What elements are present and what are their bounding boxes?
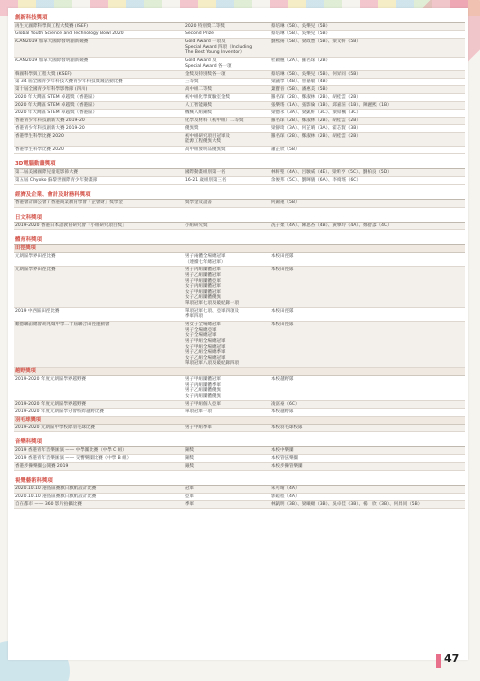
section-title: 日文科獎項 [14,214,465,223]
award-cell [184,118,270,125]
subsection-title: 田徑獎項 [14,245,465,253]
competition-cell: 香港青少年科技創新大賽 2019-20 [15,125,85,131]
competition-cell: iCAN2019 加拿大國際發明創新競賽 [15,58,89,64]
winner-cell: 何錦蓮（5B） [271,200,300,206]
award-cell [184,447,270,454]
competition-cell: 2019 香港青年音樂匯演 —— 中學團比賽（中學 C 組） [15,447,127,453]
table-row [14,102,465,110]
award-cell [184,133,270,145]
award-level-line: 男子丙組團體冠軍 [185,267,221,273]
competition-cell: 2019 香港青年音樂匯演 —— 交響樂團比賽（中學 B 組） [15,455,132,461]
award-cell [184,223,270,230]
table-row [14,147,465,155]
table-row [14,322,465,369]
competition-cell: 香港學生科學比賽 2020 [15,147,64,153]
section-title: 經濟及企業、會計及財務科獎項 [14,191,465,200]
competition-cell: 2020.10.10 港島區賽旗日旗紙設計比賽 [15,486,97,492]
award-level-line: 男子甲組季軍 [185,425,212,431]
award-level-line: Special Award 各一項 [185,63,232,69]
award-cell [184,71,270,78]
award-level-line: 初中組研究項目冠軍及 [185,133,230,139]
award-level-line: 三等獎 [185,79,199,85]
award-level-line: （連續七年總冠軍） [185,259,226,265]
award-level-line: 女子丙組團體優異 [185,393,221,399]
table-row [14,308,465,321]
table-row [14,223,465,231]
winner-cell: 本校管弦樂團 [271,455,298,461]
award-cell [184,86,270,93]
award-cell [184,147,270,154]
winner-cell: 本校中樂團 [271,447,294,453]
table-row [14,39,465,58]
winner-cell: 林軒聖（4A）、呂駿威（4E）、梁昕亨（5C）、劉柏良（5D） [271,169,392,175]
table-row [14,409,465,417]
table-row [14,425,465,433]
table-row [14,494,465,502]
table-row [14,253,465,266]
award-level-line: 初中組化學實驗室金獎 [185,94,230,100]
competition-cell: 香港會計師公會 / 香港商業教育學會「企會財」獎學金 [15,200,123,206]
competition-cell: Global Youth Science and Technology Bowl 2020 [15,31,124,37]
winner-cell: 凌富豪（6C） [271,401,300,407]
winner-cell: 朱可晴（4A） [271,486,300,492]
award-level-line: 銀獎 [185,463,194,469]
table-row [14,401,465,409]
table-row [14,133,465,146]
award-cell [184,169,270,176]
award-level-line: 男子乙組全場總季軍 [185,350,226,356]
winner-cell: 本校田徑隊 [271,254,294,260]
award-level-line: 男女子全場總冠軍 [185,322,221,328]
award-cell [184,463,270,470]
winner-cell: 蕭芷欣（5B） [271,147,300,153]
competition-cell: 元朗區學界田徑比賽 [15,267,56,273]
winner-cell: 蔡培琳（5B）、吳樂兒（5B） [271,23,331,29]
winner-cell: 梁議學（4B）、曾嘉敏（4B） [271,79,331,85]
winner-cell: 本校田徑隊 [271,308,294,314]
award-level-line: 女子乙組團體優異 [185,295,221,301]
competition-cell: 2020.10.10 港島區賽旗日旗紙設計比賽 [15,494,97,500]
award-cell [184,94,270,101]
award-level-line: 單項冠軍八項及破紀錄四項 [185,361,239,367]
competition-cell: 元朗區學界田徑比賽 [15,254,56,260]
award-section [14,438,465,470]
award-section [14,214,465,231]
winner-cell: 本校田徑隊 [271,322,294,328]
award-level-line: 高中組發明品優異獎 [185,147,226,153]
winner-cell: 本校越野隊 [271,377,294,383]
award-level-line: 小組研究獎 [185,223,208,229]
competition-cell: 第二屆美國國際兒童電影節大賽 [15,169,78,175]
award-cell [184,125,270,132]
winner-cell: 梁德永（3A）、梁凱軒（3C）、梁紹楓（3C） [271,110,361,116]
award-level-line: 銅獎 [185,447,194,453]
competition-cell: iCAN2019 加拿大國際發明創新競賽 [15,39,89,45]
award-level-line: 能源工程優異大獎 [185,139,221,145]
award-cell [184,494,270,501]
winner-cell: 羅名琛（2B）、鄭淑林（2B）、胡桂雲（2B） [271,133,361,139]
competition-cell: 2019-2020 年度元朗區學界越野賽 [15,401,86,407]
award-level-line: 男子甲組團體冠軍 [185,377,221,383]
winner-cell: 梁靜琦（3A）、何芷晴（3A）、霍芯賢（3B） [271,125,361,131]
award-level-line: 人工智能銀獎 [185,102,212,108]
award-cell [184,401,270,408]
award-level-line: 女子丙組團體冠軍 [185,284,221,290]
award-level-line: 男子乙組團體優異 [185,388,221,394]
award-level-line: 單項冠軍一項 [185,409,212,415]
award-level-line: Gold Award 及 [185,58,217,64]
winner-cell: 羅名琛（2B）、鄭淑林（2B）、胡桂雲（2B） [271,118,361,124]
award-level-line: 冠軍 [185,486,194,492]
competition-cell: 2019-2020 年度元朗區學分會校際越野比賽 [15,409,104,415]
table-row [14,125,465,133]
award-section [14,191,465,208]
subsection-title: 羽毛球獎項 [14,417,465,425]
winner-cell: 郭鎧程（4A） [271,494,300,500]
table-row [14,376,465,401]
award-level-line: 16-21 歲組別第三名 [185,177,227,183]
award-level-line: 男子乙組團體冠軍 [185,273,221,278]
award-section [14,477,465,509]
award-level-line: 男子甲組個人亞軍 [185,401,221,407]
award-section [14,236,465,432]
award-cell [184,23,270,30]
award-cell [184,409,270,416]
table-row [14,86,465,94]
table-row [14,177,465,185]
award-level-line: 單項冠軍七項、亞軍四項及 [185,308,239,314]
table-row [14,463,465,471]
table-row [14,31,465,39]
section-title: 視覺藝術科獎項 [14,477,465,486]
page-number-marker [436,654,441,668]
awards-card [8,8,468,660]
award-cell [184,425,270,432]
award-level-line: Special Award 四項（Including [185,44,253,50]
awards-content [14,14,465,515]
table-row [14,501,465,509]
award-level-line: 女子甲組團體冠軍 [185,289,221,295]
page-number: 47 [444,652,460,665]
award-level-line: 男子甲組團體亞軍 [185,278,221,284]
award-cell [184,486,270,493]
award-cell [184,177,270,184]
table-row [14,58,465,71]
award-cell [184,110,270,117]
award-level-line: 女子甲組全場總冠軍 [185,344,226,350]
competition-cell: 自在都市 —— 360 影片拍攝比賽 [15,501,82,507]
winner-cell: 蔡培琳（5B）、吳樂兒（5B） [271,31,331,37]
winner-cell: 杜穎翹（2A）、羅名琛（2B） [271,58,331,64]
competition-cell: 第 34 屆全國青少年科技大賽青少年科技實踐活動比賽 [15,79,123,85]
table-row [14,447,465,455]
competition-cell: 2020 年大灣區 STEM 卓越獎（香港區） [15,94,98,100]
table-row [14,486,465,494]
winner-cell: 余俊邦（5C）、劉暉儀（6A）、李綺瑤（6C） [271,177,361,183]
award-cell [184,455,270,462]
award-level-line: 單項冠軍七項及破紀錄一項 [185,300,239,306]
award-section [14,14,465,154]
competition-cell: 順德聯誼總會胡兆熾中學二十屆聯合田徑運動會 [15,322,110,328]
winner-cell: 本校田徑隊 [271,267,294,273]
winner-cell: 蔡培琳（5B）、吳樂兒（5B）、何昇同（5B） [271,71,361,77]
winner-cell: 張樂瑤（1A）、張影倫（1B）、邱嘉渲（1B）、陳麗熙（1B） [271,102,392,108]
table-row [14,110,465,118]
subsection-title: 越野獎項 [14,368,465,376]
section-title: 體育科獎項 [14,236,465,245]
winner-cell: 冼子柔（4A）、陳思杏（4B）、黃攀玲（4A）、鄭舒彥（4C） [271,223,392,229]
award-level-line: 季軍 [185,501,194,507]
winner-cell: 本校羽毛球校隊 [271,425,303,431]
award-level-line: 獎學金及證書 [185,200,212,206]
award-level-line: 銅獎 [185,455,194,461]
table-row [14,118,465,126]
award-cell [184,39,270,57]
table-row [14,94,465,102]
award-cell [184,322,270,368]
section-title: 音樂科獎項 [14,438,465,447]
competition-cell: 韓國科學與工程大獎 (KSEF) [15,71,72,77]
winner-cell: 本校步操管樂團 [271,463,303,469]
competition-cell: 香港青少年科技創新大賽 2019-20 [15,118,85,124]
competition-cell: 香港學生科學比賽 2020 [15,133,64,139]
award-level-line: 金獎及特別獎各一項 [185,71,226,77]
award-level-line: 男子全場總亞軍 [185,327,217,333]
award-level-line: 女子全場總冠軍 [185,333,217,339]
competition-cell: 2019-2020 香港日本語教育研究會「小組研究項目獎」 [15,223,127,229]
section-title: 3D電腦動畫獎項 [14,160,465,169]
competition-cell: 再生元國際科學與工程大獎賽 (ISEF) [15,23,89,29]
award-cell [184,308,270,320]
competition-cell: 香港步操樂團公開賽 2019 [15,463,69,469]
award-section [14,160,465,185]
award-level-line: 亞軍 [185,494,194,500]
award-cell [184,31,270,38]
competition-cell: 2019-2020 年度元朗區學界越野賽 [15,377,86,383]
award-cell [184,376,270,400]
award-cell [184,102,270,109]
award-level-line: 男子甲組全場總冠軍 [185,338,226,344]
table-row [14,169,465,177]
award-cell [184,501,270,508]
winner-cell: 羅名琛（2B）、鄭淑林（2B）、胡桂雲（2B） [271,94,361,100]
award-level-line: 機械人組銅獎 [185,110,212,116]
award-level-line: 2020 特別獎二等獎 [185,23,225,29]
award-level-line: 國際動畫組別第一名 [185,169,226,175]
table-row [14,200,465,208]
award-level-line: Gold Award 一項及 [185,39,226,45]
award-level-line: 季軍四項 [185,314,203,320]
award-level-line: 高中組二等獎 [185,87,212,93]
award-cell [184,200,270,207]
award-level-line: 男子兩體全場總冠軍 [185,254,226,260]
competition-cell: 第十屆全國青少年科學影像節 (四川) [15,87,88,93]
competition-cell: 2020 年大灣區 STEM 卓越獎（香港區） [15,102,98,108]
award-level-line: Second Prize [185,31,214,37]
competition-cell: 2020 年大灣區 STEM 卓越獎（香港區） [15,110,98,116]
table-row [14,455,465,463]
award-cell [184,267,270,307]
table-row [14,71,465,79]
winner-cell: 林凱明（3B）、梁曦頤（3B）、吳卓佳（3B）、楊 欣（3B）、何昇同（5B） [271,501,423,507]
award-cell [184,58,270,70]
award-level-line: The Best Young Inventor） [185,50,245,56]
award-cell [184,79,270,86]
winner-cell: 本校越野隊 [271,409,294,415]
table-row [14,79,465,87]
competition-cell: 2019-2020 元朗區中學校際羽毛球比賽 [15,425,95,431]
award-level-line: 化學及材料（初中組）二等獎 [185,118,244,124]
table-row [14,23,465,31]
winner-cell: 劉熙揚（5B）、梁政豐（5B）、梁文軒（5B） [271,39,361,45]
section-title: 創新科技獎項 [14,14,465,23]
competition-cell: 2019 中西區田徑比賽 [15,308,60,314]
winner-cell: 葉寶晉（5B）、潘惠美（5B） [271,87,331,93]
award-level-line: 優異獎 [185,125,199,131]
award-cell [184,253,270,265]
award-level-line: 男子丙組團體季軍 [185,382,221,388]
table-row [14,267,465,308]
award-level-line: 女子乙組全場總冠軍 [185,355,226,361]
competition-cell: 第五屆 Chyoko 蘇黎世國際青少年動畫節 [15,177,98,183]
